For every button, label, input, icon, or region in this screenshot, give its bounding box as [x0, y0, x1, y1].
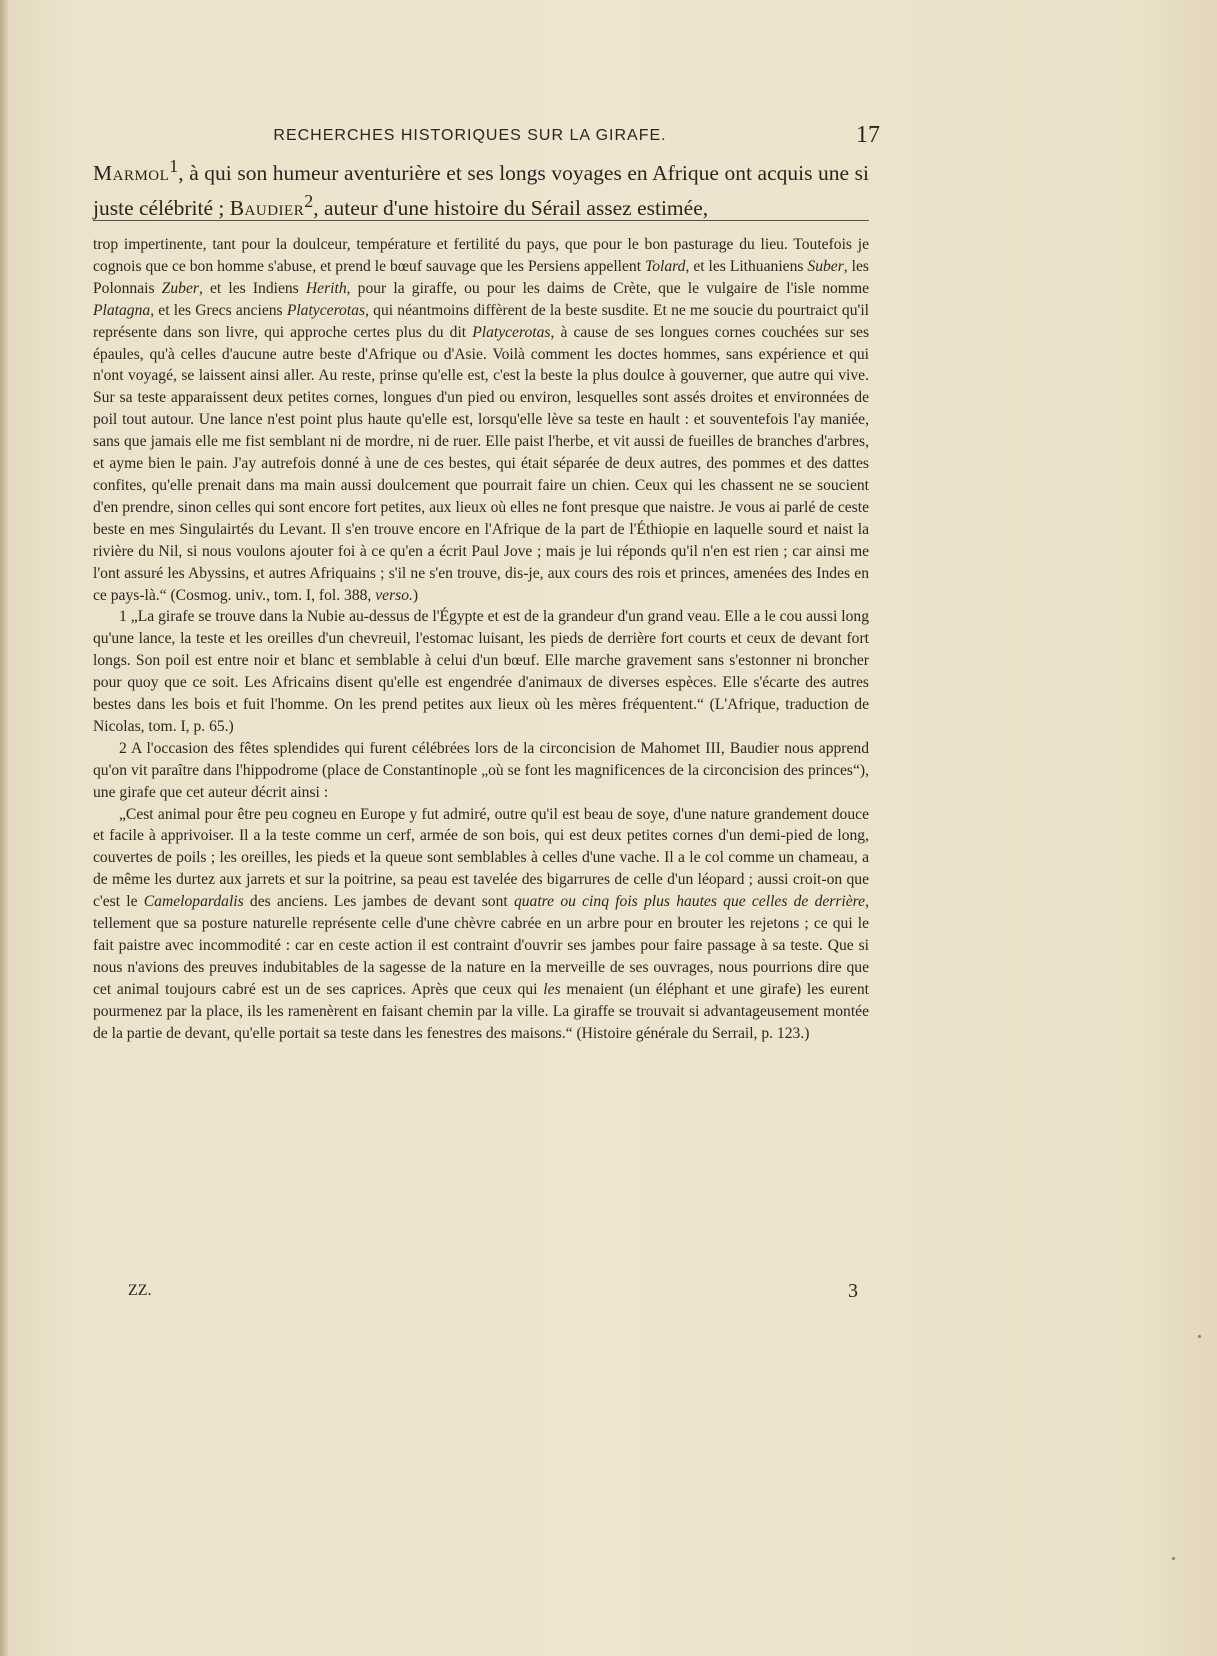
italic-term: Platycerotas	[286, 301, 366, 319]
footnote-1: 1 „La girafe se trouve dans la Nubie au-dessus de l'Égypte et est de la grandeur d'un grand veau. Elle a le cou aussi long qu'une lance, la teste et les oreilles d'un chevreuil, l'estomac luisant, les pieds de derrière fort courts et ceux de devant fort longs. Son poil est entre noir et blanc et semblable à celui d'un bœuf. Elle marche gravement sans s'estonner ni broncher pour quoy que ce soit. Les Africains disent qu'elle est engendrée d'animaux de diverses espèces. Elle s'écarte des autres bestes dans les bois et fuit l'homme. On les prend petites aux lieux où les mères fréquentent.“ (L'Afrique, traduction de Nicolas, tom. I, p. 65.)	[93, 608, 869, 735]
footnotes	[93, 234, 869, 1045]
paper-speck	[1172, 1557, 1175, 1560]
italic-term: Tolard	[645, 257, 686, 275]
footnote-text: , à cause de ses longues cornes couchées sur ses épaules, qu'à celles d'aucune autre beste d'Afrique ou d'Asie. Voilà comment les doctes hommes, sans expérience et qui n'ont voyagé, se laissent ainsi aller. Au reste, prinse qu'elle est, c'est la beste la plus doulce à gouverner, que autre qui vive. Sur sa teste apparaissent deux petites cornes, longues d'un pied ou environ, lesquelles sont assés droites et environnées de poil tout autour. Une lance n'est point plus haute qu'elle est, lorsqu'elle lève sa teste en hault : et souventefois l'ay maniée, sans que jamais elle me fist semblant ni de mordre, ni de ruer. Elle paist l'herbe, et vit aussi de fueilles de branches d'arbres, et ayme bien le pain. J'ay autrefois donné à une de ces bestes, qui était séparée de deux autres, des pommes et des dattes confites, qu'elle prenait dans ma main aussi doulcement que pourrait faire un chien. Ceux qui les chassent ne se soucient d'en prendre, sinon celles qui sont encore fort petites, aux lieux où elles ne font presque que naistre. Je vous ai parlé de ceste beste en mes Singulairtés du Levant. Il s'en trouve encore en l'Afrique de la part de l'Éthiopie en laquelle sourd et naist la rivière du Nil, si nous voulons ajouter foi à ce qu'en a écrit Paul Jove ; mais je lui réponds qu'il n'en est rien ; car ainsi me l'ont assuré les Abyssins, et autres Afriquains ; s'il ne s'en trouve, dis-je, aux cours des rois et princes, amenées des Indes en ce pays-là.“ (Cosmog. univ., tom. I, fol. 388,	[93, 323, 870, 604]
footnote-ref-2: 2	[304, 191, 314, 212]
footnote-text: menaient (un éléphant et une girafe) les eurent pourmenez par la place, ils les ramenèrent en faisant chemin par la ville. La giraffe se trouvait si advantageusement montée de la partie de devant, qu'elle portait sa teste dans les fenestres des maisons.“ (Histoire générale du Serrail, p. 123.)	[93, 980, 869, 1042]
footnote-2: 2 A l'occasion des fêtes splendides qui furent célébrées lors de la circoncision de Mahomet III, Baudier nous apprend qu'on vit paraître dans l'hippodrome (place de Constantinople „où se font les magnificences de la circoncision des princes“), une girafe que cet auteur décrit ainsi :	[93, 739, 869, 801]
italic-term: Zuber	[161, 279, 199, 297]
signature-mark: ZZ.	[128, 1282, 152, 1299]
italic-term: quatre ou cinq fois plus hautes que celles de derrière	[513, 893, 866, 911]
footnote-text: , et les Grecs anciens	[150, 301, 287, 319]
signature-number: 3	[848, 1280, 858, 1302]
footnote-text: , pour la giraffe, ou pour les daims de Crète, que le vulgaire de l'isle nomme	[346, 279, 869, 297]
binding-edge	[0, 0, 8, 1656]
footnote-rule	[93, 220, 869, 221]
author-name-marmol: Marmol	[93, 161, 170, 186]
page-number: 17	[856, 122, 880, 148]
footnote-text: )	[412, 586, 419, 604]
author-name-baudier: Baudier	[229, 196, 305, 221]
main-text	[93, 152, 869, 222]
running-head: RECHERCHES HISTORIQUES SUR LA GIRAFE.	[273, 127, 667, 144]
main-text-segment: , auteur d'une histoire du Sérail assez estimée,	[313, 196, 709, 221]
footnote-text: des anciens. Les jambes de devant sont	[243, 893, 514, 911]
footnote-text: „Cest animal pour être peu cogneu en Europe y fut admiré, outre qu'il est beau de soye, d'une nature grandement douce et facile à apprivoiser. Il a la teste comme un cerf, armée de son bois, qui est deux petites cornes d'un demi-pied de long, couvertes de poils ; les oreilles, les pieds et la queue sont semblables à celles d'une vache. Il a le col comme un chameau, a de même les durtez aux jarrets et sur la poitrine, sa peau est tavelée des bigarrures de celle d'un léopard ; aussi croit-on que c'est le	[93, 805, 869, 911]
footnote-text: , tellement que sa posture naturelle représente celle d'une chèvre cabrée en un arbre pour en brouter les rejetons ; ce qui le fait paistre avec incommodité : car en ceste action il est contraint d'ouvrir ses jambes pour faire passage à sa teste. Que si nous n'avions des preuves indubitables de la sagesse de la nature en la merveille de ses ouvrages, nous pourrions dire que cet animal toujours cabré est un de ses caprices. Après que ceux qui	[93, 893, 869, 998]
italic-term: Suber	[807, 257, 844, 275]
footnote-text: , qui néantmoins diffèrent de la beste susdite. Et ne me soucie du pourtraict qu'il représente dans son livre, qui approche certes plus du dit	[93, 301, 869, 341]
footnote-text: , et les Lithuaniens	[685, 257, 808, 275]
italic-term: Herith	[305, 279, 347, 297]
main-text-segment: , à qui son humeur aventurière et ses longs voyages en Afrique ont acquis une si juste célébrité ;	[93, 161, 869, 221]
italic-term: Platagna	[93, 301, 151, 319]
italic-term: Camelopardalis	[143, 893, 244, 911]
footnote-continued	[93, 234, 869, 606]
footnote-text: , et les Indiens	[198, 279, 306, 297]
italic-term: verso.	[375, 586, 413, 604]
footnote-ref-1: 1	[169, 156, 179, 176]
paper-speck	[1198, 1335, 1201, 1338]
italic-term: Platycerotas	[472, 323, 551, 341]
footnote-2-quotation	[93, 804, 869, 1045]
footnote-text: , les Polonnais	[93, 257, 869, 297]
footnote-text: trop impertinente, tant pour la doulceur, température et fertilité du pays, que pour le bon pasturage du lieu. Toutefois je cognois que ce bon homme s'abuse, et prend le bœuf sauvage que les Persiens appellent	[93, 236, 869, 275]
italic-term: les	[543, 980, 561, 998]
